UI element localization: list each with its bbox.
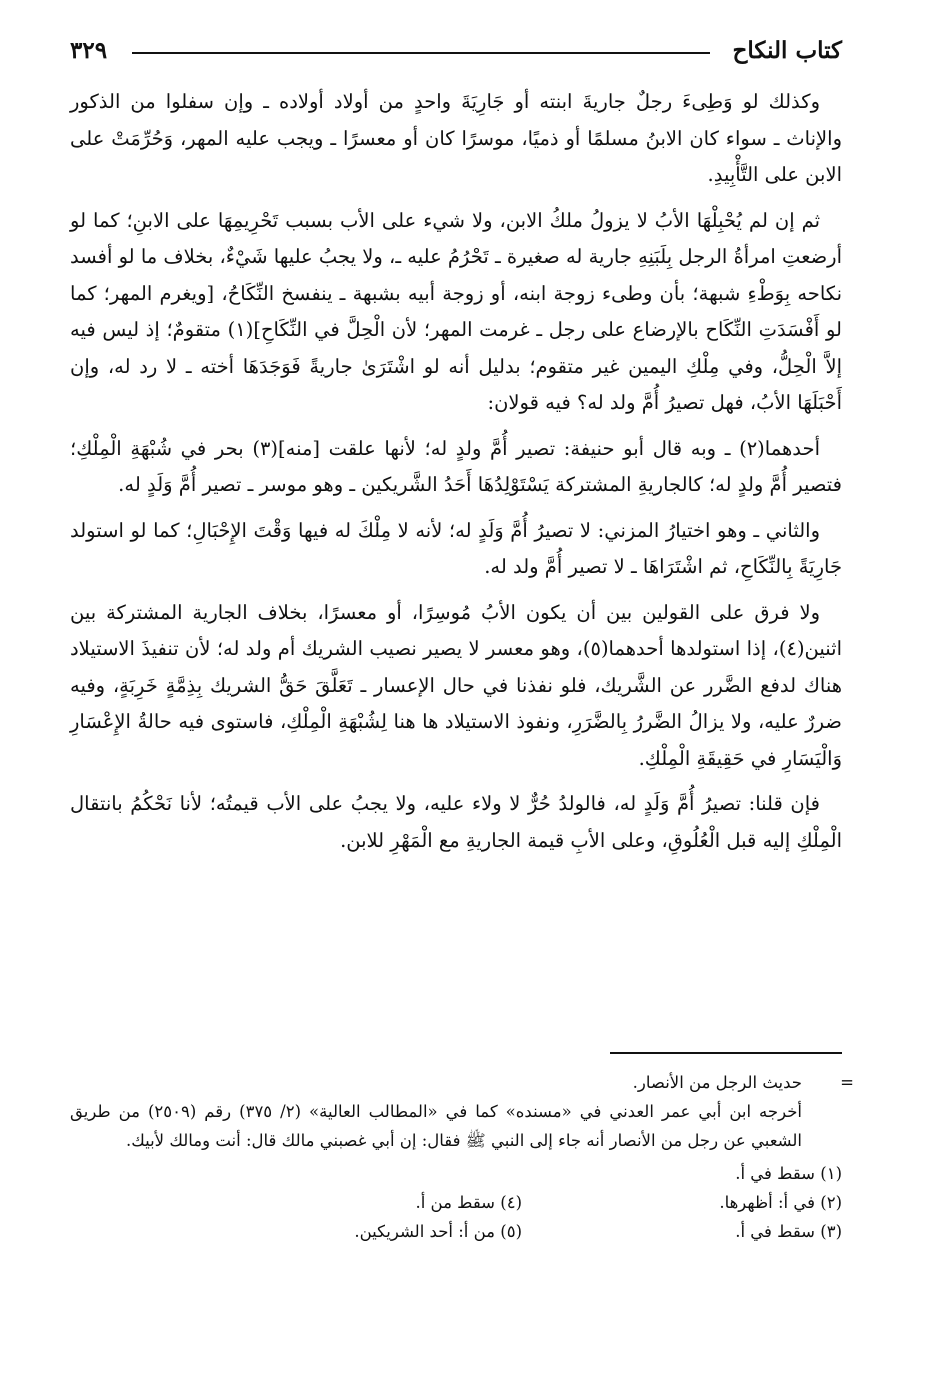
paragraph: أحدهما(٢) ـ وبه قال أبو حنيفة: تصير أُمَّ ولدٍ له؛ لأنها علقت [منه](٣) بحر في شُبْهَةِ الْمِلْكِ؛ فتصير أُمَّ ولدٍ له؛ كالجاريةِ المشتركة يَسْتَوْلِدُهَا أَحَدُ الشَّريكين ـ وهو موسر ـ تصير أُمَّ وَلَدٍ له. <box>70 436 842 496</box>
footnote-note: (٥) من أ: أحد الشريكين. <box>354 1222 522 1241</box>
continuation-marker: = <box>840 1073 854 1092</box>
paragraph: فإن قلنا: تصيرُ أُمَّ وَلَدٍ له، فالولدُ حُرٌّ لا ولاء عليه، ولا يجبُ على الأب قيمتُه؛ لأنا نَحْكُمُ بانتقال الْمِلْكِ إليه قبل الْعُلُوقِ، وعلى الأبِ قيمة الجاريةِ مع الْمَهْرِ للابن. <box>70 792 842 852</box>
footnote-note: (١) سقط في أ. <box>735 1164 842 1183</box>
paragraph: ولا فرق على القولين بين أن يكون الأبُ مُوسِرًا، أو معسرًا، بخلاف الجارية المشتركة بين اثنين(٤)، إذا استولدها أحدهما(٥)، وهو معسر لا يصير نصيب الشريك أم ولد له؛ لأن تنفيذَ الاستيلاد هناك لدفع الضَّرر عن الشَّريك، فلو نفذنا في حال الإعسار ـ تَعَلَّقَ حَقُّ الشريك بِذِمَّةٍ خَرِبَةٍ، وفيه ضررٌ عليه، ولا يزالُ الضَّررُ بِالضَّرَرِ، ونفوذ الاستيلاد ها هنا لِشُبْهَةِ الْمِلْكِ، فاستوى فيه حالةُ الإِعْسَارِ وَالْيَسَارِ في حَقِيقَةِ الْمِلْكِ. <box>70 600 843 770</box>
footnote-notes <box>70 1159 842 1246</box>
page-number: ٣٢٩ <box>70 37 108 64</box>
footnote-separator <box>610 1052 842 1054</box>
book-title: كتاب النكاح <box>732 37 842 64</box>
footnote-note: (٢) في أ: أظهرها. <box>719 1193 842 1212</box>
footnotes <box>70 1068 854 1246</box>
footnote-column-right <box>522 1159 842 1246</box>
footnote-note: (٣) سقط في أ. <box>735 1222 842 1241</box>
footnote-column-left <box>202 1159 522 1246</box>
main-text <box>70 84 842 859</box>
paragraph: وكذلك لو وَطِىءَ رجلٌ جاريةَ ابنته أو جَارِيَةَ واحدٍ من أولاد أولاده ـ وإن سفلوا من الذكور والإناث ـ سواء كان الابنُ مسلمًا أو ذميًا، موسرًا كان أو معسرًا ـ ويجب عليه المهر، وَحُرِّمَتْ على الابن على التَّأْبِيدِ. <box>70 90 842 186</box>
header-rule <box>132 52 710 54</box>
running-header <box>70 34 842 68</box>
footnote-note: (٤) سقط من أ. <box>415 1193 522 1212</box>
footnote-continuation <box>70 1068 854 1155</box>
paragraph: والثاني ـ وهو اختيارُ المزني: لا تصيرُ أُمَّ وَلَدٍ له؛ لأنه لا مِلْكَ له فيها وَقْتَ الإِحْبَالِ؛ كما لو استولد جَارِيَةً بِالنِّكَاحِ، ثم اشْتَرَاهَا ـ لا تصير أُمَّ ولد له. <box>70 518 842 578</box>
footnote-text: أخرجه ابن أبي عمر العدني في «مسنده» كما في «المطالب العالية» (٢/ ٣٧٥) رقم (٢٥٠٩) من طريق الشعبي عن رجل من الأنصار أنه جاء إلى النبي ﷺ فقال: إن أبي غصبني مالك قال: أنت ومالك لأبيك. <box>70 1102 802 1150</box>
paragraph: ثم إن لم يُحْبِلْهَا الأبُ لا يزولُ ملكُ الابن، ولا شيء على الأب بسبب تَحْرِيمِهَا على الابنِ؛ كما لو أرضعتِ امرأةُ الرجل بِلَبَنِهِ جارية له صغيرة ـ تَحْرُمُ عليه ـ، ولا يجبُ عليها شَيْءٌ، بخلاف ما لو أفسد نكاحه بِوَطْءِ شبهة؛ بأن وطىء زوجة ابنه، أو زوجة أبيه بشبهة ـ ينفسخ النِّكَاحُ، [ويغرم المهر؛ كما لو أَفْسَدَتِ النِّكَاح بالإرضاع على رجل ـ غرمت المهر؛ لأن الْحِلَّ في النِّكَاحِ](١) متقومٌ؛ إذ ليس فيه إلاَّ الْحِلُّ، وفي مِلْكِ اليمين غير متقوم؛ بدليل أنه لو اشْتَرَىٰ جاريةً فَوَجَدَهَا أخته ـ لا رد له، وإن أَحْبَلَهَا الأبُ، فهل تصيرُ أُمَّ ولد له؟ فيه قولان: <box>70 208 842 414</box>
footnote-text: حديث الرجل من الأنصار. <box>632 1073 802 1092</box>
